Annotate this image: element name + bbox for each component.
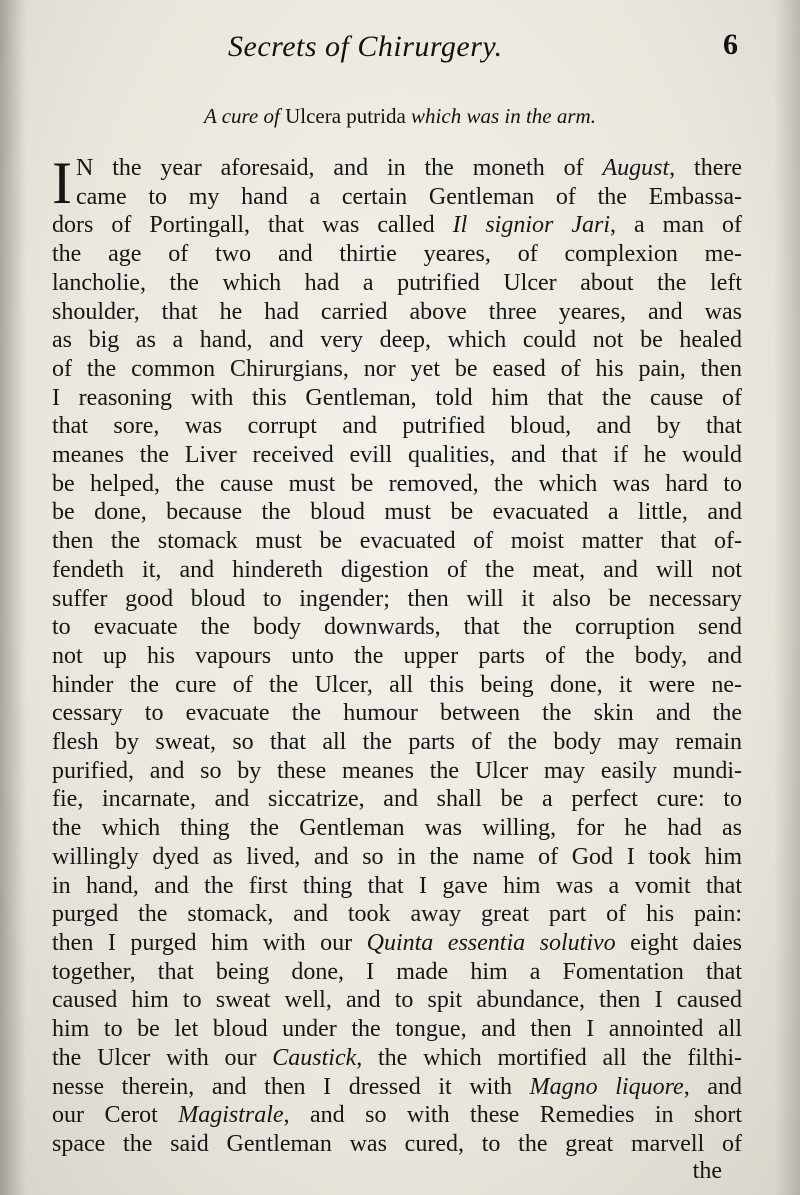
text-run: I reasoning with this Gentleman, told him that the cause of	[52, 384, 742, 411]
text-run: , there	[669, 155, 742, 181]
text-line	[52, 1044, 742, 1073]
text-line	[52, 556, 742, 585]
text-run: purified, and so by these meanes the Ulcer may easily mundi-	[52, 757, 742, 784]
text-run: , and	[683, 1073, 743, 1100]
text-line	[52, 298, 742, 327]
text-run: then the stomack must be evacuated of moist matter that of-	[52, 528, 742, 555]
text-run: suffer good bloud to ingender; then will it also be necessary	[52, 585, 742, 612]
text-run: cessary to evacuate the humour between the skin and the	[52, 700, 742, 727]
text-line	[52, 843, 742, 872]
text-run: purged the stomack, and took away great part of his pain:	[52, 901, 742, 928]
text-run: willingly dyed as lived, and so in the name of God I took him	[52, 843, 742, 870]
text-line	[52, 326, 742, 355]
text-line	[52, 1130, 742, 1159]
text-line	[52, 613, 742, 642]
text-line	[52, 986, 742, 1015]
text-run: as big as a hand, and very deep, which could not be healed	[52, 327, 742, 354]
text-line	[52, 211, 742, 240]
text-line	[52, 527, 742, 556]
text-line	[52, 872, 742, 901]
text-line	[52, 757, 742, 786]
chapter-heading	[0, 104, 800, 129]
chapter-heading-prefix: A cure of	[204, 104, 280, 128]
text-line	[52, 1073, 742, 1102]
page-gutter-shadow	[0, 0, 26, 1195]
text-run: dors of Portingall, that was called	[52, 212, 453, 239]
italic-phrase: Magistrale	[178, 1102, 284, 1129]
text-run: space the said Gentleman was cured, to the great marvell of	[52, 1130, 742, 1157]
text-line	[52, 728, 742, 757]
text-line	[52, 814, 742, 843]
text-run: fendeth it, and hindereth digestion of the meat, and will not	[52, 556, 742, 583]
text-run: , and so with these Remedies in short	[283, 1102, 742, 1129]
page-number: 6	[723, 28, 738, 61]
running-title: Secrets of Chirurgery.	[228, 30, 503, 63]
text-line	[52, 240, 742, 269]
text-line	[52, 412, 742, 441]
text-line	[52, 671, 742, 700]
text-run: came to my hand a certain Gentleman of the Embassa-	[75, 183, 742, 210]
italic-phrase: Il signior Jari	[452, 212, 611, 239]
text-line	[52, 183, 742, 212]
text-run: lancholie, the which had a putrified Ulcer about the left	[52, 269, 742, 296]
text-line	[52, 355, 742, 384]
page-edge-shadow	[774, 0, 800, 1195]
text-line	[52, 785, 742, 814]
text-run: hinder the cure of the Ulcer, all this being done, it were ne-	[52, 671, 742, 698]
text-line	[52, 1101, 742, 1130]
text-line	[52, 958, 742, 987]
text-run: the which thing the Gentleman was willing, for he had as	[52, 815, 742, 842]
body-text	[52, 150, 743, 1159]
text-line	[52, 929, 742, 958]
italic-phrase: Magno liquore	[529, 1073, 684, 1100]
text-line	[52, 585, 742, 614]
italic-phrase: Caustick	[272, 1044, 357, 1071]
text-run: , a man of	[610, 212, 743, 239]
text-run: of the common Chirurgians, nor yet be eased of his pain, then	[52, 355, 742, 382]
text-run: flesh by sweat, so that all the parts of the body may remain	[52, 729, 742, 756]
text-run: be done, because the bloud must be evacuated a little, and	[52, 499, 742, 526]
text-run: our Cerot	[52, 1102, 179, 1129]
drop-cap: I	[52, 150, 72, 216]
text-line	[52, 642, 742, 671]
text-run: caused him to sweat well, and to spit abundance, then I caused	[52, 987, 742, 1014]
text-line	[52, 1015, 742, 1044]
chapter-heading-suffix: which was in the arm.	[411, 104, 596, 128]
text-run: , the which mortified all the filthi-	[356, 1044, 742, 1071]
text-run: him to be let bloud under the tongue, and then I annointed all	[52, 1016, 742, 1043]
text-line	[52, 384, 742, 413]
text-line	[52, 269, 742, 298]
text-run: that sore, was corrupt and putrified bloud, and by that	[52, 413, 742, 440]
text-run: then I purged him with our	[52, 929, 367, 956]
text-run: the age of two and thirtie yeares, of complexion me-	[52, 241, 742, 268]
text-line	[52, 470, 742, 499]
text-run: N the year aforesaid, and in the moneth of	[75, 155, 603, 181]
text-run: meanes the Liver received evill qualities, and that if he would	[52, 442, 742, 469]
text-line	[52, 900, 742, 929]
text-run: eight daies	[615, 929, 742, 956]
text-line	[52, 154, 742, 183]
text-run: not up his vapours unto the upper parts of the body, and	[52, 642, 742, 669]
text-line	[52, 498, 742, 527]
catchword: the	[692, 1158, 722, 1184]
text-run: in hand, and the first thing that I gave him was a vomit that	[52, 872, 742, 899]
italic-phrase: Quinta essentia solutivo	[366, 929, 616, 956]
text-line	[52, 441, 742, 470]
text-run: together, that being done, I made him a Fomentation that	[52, 958, 742, 985]
text-run: fie, incarnate, and siccatrize, and shall be a perfect cure: to	[52, 786, 742, 813]
text-line	[52, 699, 742, 728]
italic-phrase: August	[602, 155, 670, 181]
chapter-heading-latin: Ulcera putrida	[285, 104, 406, 128]
text-run: nesse therein, and then I dressed it with	[52, 1073, 530, 1100]
text-run: shoulder, that he had carried above three yeares, and was	[52, 298, 742, 325]
running-head	[0, 30, 800, 74]
text-run: be helped, the cause must be removed, the which was hard to	[52, 470, 742, 497]
text-run: to evacuate the body downwards, that the corruption send	[52, 614, 742, 641]
text-run: the Ulcer with our	[52, 1044, 273, 1071]
